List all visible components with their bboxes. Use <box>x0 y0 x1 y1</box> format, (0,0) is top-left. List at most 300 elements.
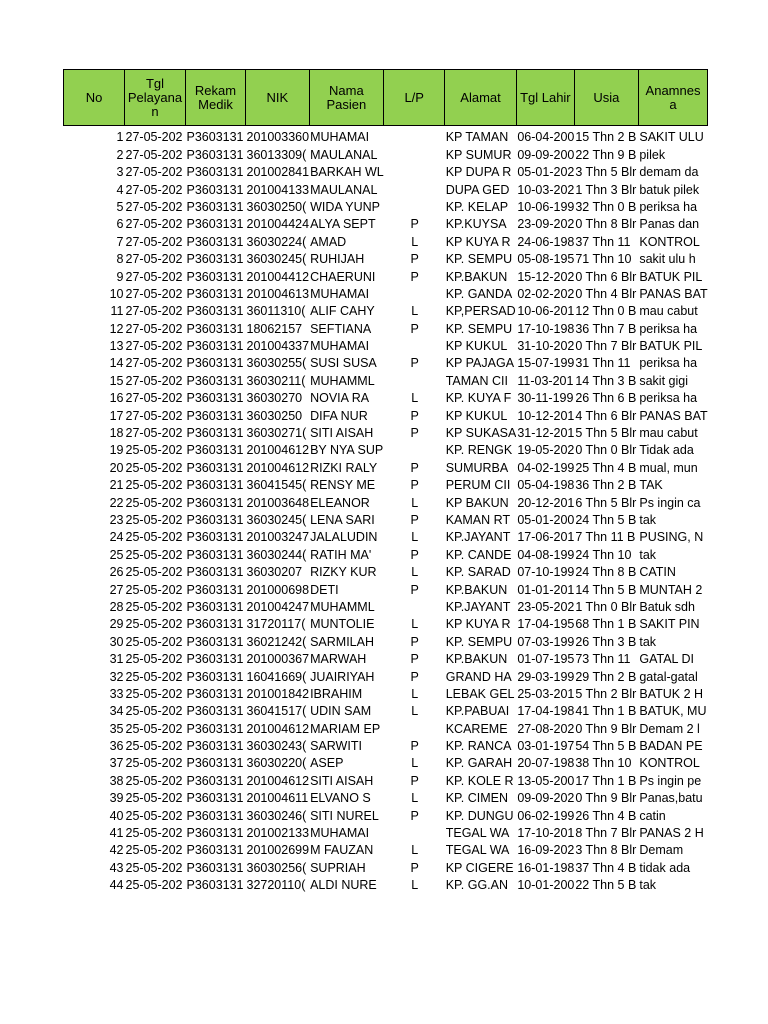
cell-tgl-pelayanan[interactable]: 27-05-202 <box>125 321 183 336</box>
cell-nik[interactable]: 201003360 <box>246 130 310 145</box>
cell-anamnesa[interactable]: BATUK 2 H <box>639 686 704 701</box>
cell-rekam-medik[interactable]: P3603131 <box>186 443 244 458</box>
cell-nama-pasien[interactable]: MUHAMML <box>310 599 375 614</box>
cell-lp[interactable]: P <box>410 773 419 788</box>
cell-no[interactable]: 41 <box>109 826 124 841</box>
cell-lp[interactable]: L <box>411 565 419 580</box>
cell-lp[interactable]: P <box>410 582 419 597</box>
cell-anamnesa[interactable]: periksa ha <box>639 391 698 406</box>
cell-rekam-medik[interactable]: P3603131 <box>186 739 244 754</box>
cell-alamat[interactable]: KP TAMAN <box>445 130 509 145</box>
cell-rekam-medik[interactable]: P3603131 <box>186 286 244 301</box>
cell-no[interactable]: 6 <box>116 217 124 232</box>
cell-alamat[interactable]: KP.JAYANT <box>445 599 511 614</box>
cell-alamat[interactable]: KP. SEMPU <box>445 252 513 267</box>
cell-alamat[interactable]: KP. CANDE <box>445 547 512 562</box>
cell-tgl-pelayanan[interactable]: 25-05-202 <box>125 652 183 667</box>
cell-no[interactable]: 35 <box>109 721 124 736</box>
cell-nik[interactable]: 36041545( <box>246 478 307 493</box>
cell-alamat[interactable]: KP,PERSAD <box>445 304 516 319</box>
cell-tgl-pelayanan[interactable]: 27-05-202 <box>125 356 183 371</box>
cell-tgl-pelayanan[interactable]: 25-05-202 <box>125 843 183 858</box>
cell-tgl-pelayanan[interactable]: 27-05-202 <box>125 182 183 197</box>
cell-tgl-lahir[interactable]: 13-05-200 <box>517 773 575 788</box>
cell-nama-pasien[interactable]: SUSI SUSA <box>310 356 377 371</box>
cell-tgl-lahir[interactable]: 19-05-202 <box>517 443 575 458</box>
cell-nama-pasien[interactable]: MUNTOLIE <box>310 617 375 632</box>
cell-anamnesa[interactable]: KONTROL <box>639 234 700 249</box>
cell-alamat[interactable]: TEGAL WA <box>445 826 510 841</box>
cell-nik[interactable]: 201004247 <box>246 599 310 614</box>
cell-usia[interactable]: 1 Thn 0 Blr <box>575 599 637 614</box>
cell-no[interactable]: 38 <box>109 773 124 788</box>
cell-lp[interactable]: P <box>410 669 419 684</box>
cell-tgl-pelayanan[interactable]: 27-05-202 <box>125 426 183 441</box>
cell-anamnesa[interactable]: gatal-gatal <box>639 669 698 684</box>
cell-tgl-pelayanan[interactable]: 25-05-202 <box>125 808 183 823</box>
cell-nik[interactable]: 36030220( <box>246 756 307 771</box>
cell-alamat[interactable]: KP PAJAGA <box>445 356 515 371</box>
cell-alamat[interactable]: KP. GG.AN <box>445 878 509 893</box>
cell-no[interactable]: 26 <box>109 565 124 580</box>
cell-alamat[interactable]: KP. RENGK <box>445 443 513 458</box>
cell-nama-pasien[interactable]: MUHAMAI <box>310 286 370 301</box>
cell-usia[interactable]: 41 Thn 1 B <box>575 704 637 719</box>
cell-tgl-pelayanan[interactable]: 25-05-202 <box>125 599 183 614</box>
cell-rekam-medik[interactable]: P3603131 <box>186 565 244 580</box>
cell-tgl-pelayanan[interactable]: 25-05-202 <box>125 582 183 597</box>
cell-nik[interactable]: 36030244( <box>246 547 307 562</box>
cell-rekam-medik[interactable]: P3603131 <box>186 582 244 597</box>
cell-nik[interactable]: 201004133 <box>246 182 310 197</box>
cell-lp[interactable] <box>384 825 445 842</box>
cell-anamnesa[interactable]: MUNTAH 2 <box>639 582 703 597</box>
cell-rekam-medik[interactable]: P3603131 <box>186 304 244 319</box>
cell-usia[interactable]: 68 Thn 1 B <box>575 617 637 632</box>
cell-alamat[interactable]: KP. SEMPU <box>445 321 513 336</box>
cell-rekam-medik[interactable]: P3603131 <box>186 512 244 527</box>
cell-anamnesa[interactable]: Ps ingin pe <box>639 773 702 788</box>
cell-nik[interactable]: 201004611 <box>246 791 309 806</box>
cell-alamat[interactable]: KP. RANCA <box>445 739 512 754</box>
cell-nik[interactable]: 201004612 <box>246 460 310 475</box>
cell-tgl-pelayanan[interactable]: 25-05-202 <box>125 704 183 719</box>
cell-nik[interactable]: 36030243( <box>246 739 307 754</box>
cell-lp[interactable]: P <box>410 808 419 823</box>
cell-tgl-lahir[interactable]: 17-06-201 <box>517 530 575 545</box>
cell-lp[interactable] <box>384 199 445 216</box>
cell-nik[interactable]: 201004424 <box>246 217 310 232</box>
cell-anamnesa[interactable]: BATUK, MU <box>639 704 707 719</box>
cell-usia[interactable]: 5 Thn 2 Blr <box>575 686 637 701</box>
cell-anamnesa[interactable]: Demam <box>639 843 684 858</box>
cell-nik[interactable]: 36011310( <box>246 304 306 319</box>
cell-nik[interactable]: 201004613 <box>246 286 310 301</box>
cell-alamat[interactable]: KP.BAKUN <box>445 582 508 597</box>
cell-nama-pasien[interactable]: MUHAMAI <box>310 339 370 354</box>
cell-nama-pasien[interactable]: MARWAH <box>310 652 367 667</box>
cell-alamat[interactable]: KP. GARAH <box>445 756 513 771</box>
cell-lp[interactable]: P <box>410 739 419 754</box>
cell-lp[interactable]: P <box>410 652 419 667</box>
cell-tgl-lahir[interactable]: 15-07-199 <box>517 356 575 371</box>
cell-rekam-medik[interactable]: P3603131 <box>186 460 244 475</box>
cell-tgl-pelayanan[interactable]: 27-05-202 <box>125 234 183 249</box>
cell-usia[interactable]: 31 Thn 11 <box>575 356 631 371</box>
cell-nama-pasien[interactable]: LENA SARI <box>310 512 375 527</box>
cell-lp[interactable]: P <box>410 547 419 562</box>
cell-tgl-lahir[interactable]: 10-06-199 <box>517 199 575 214</box>
cell-lp[interactable] <box>384 599 445 616</box>
cell-rekam-medik[interactable]: P3603131 <box>186 843 244 858</box>
cell-tgl-lahir[interactable]: 07-10-199 <box>517 565 575 580</box>
cell-nik[interactable]: 201004612 <box>246 443 310 458</box>
cell-usia[interactable]: 32 Thn 0 B <box>575 199 637 214</box>
cell-tgl-pelayanan[interactable]: 27-05-202 <box>125 304 183 319</box>
cell-no[interactable]: 9 <box>116 269 124 284</box>
cell-no[interactable]: 21 <box>109 478 124 493</box>
cell-rekam-medik[interactable]: P3603131 <box>186 130 244 145</box>
cell-usia[interactable]: 24 Thn 8 B <box>575 565 637 580</box>
cell-nik[interactable]: 36030270 <box>246 391 303 406</box>
cell-rekam-medik[interactable]: P3603131 <box>186 252 244 267</box>
cell-lp[interactable]: P <box>410 634 419 649</box>
cell-tgl-lahir[interactable]: 06-04-200 <box>517 130 575 145</box>
cell-no[interactable]: 42 <box>109 843 124 858</box>
cell-no[interactable]: 18 <box>109 426 124 441</box>
cell-no[interactable]: 30 <box>109 634 124 649</box>
cell-nik[interactable]: 36030207 <box>246 565 303 580</box>
cell-rekam-medik[interactable]: P3603131 <box>186 217 244 232</box>
cell-no[interactable]: 1 <box>116 130 124 145</box>
cell-nama-pasien[interactable]: ASEP <box>310 756 344 771</box>
cell-nik[interactable]: 32720110( <box>246 878 306 893</box>
cell-rekam-medik[interactable]: P3603131 <box>186 652 244 667</box>
cell-anamnesa[interactable]: catin <box>639 808 666 823</box>
cell-tgl-lahir[interactable]: 31-10-202 <box>517 339 575 354</box>
cell-nama-pasien[interactable]: RATIH MA' <box>310 547 372 562</box>
cell-tgl-pelayanan[interactable]: 27-05-202 <box>125 217 183 232</box>
cell-anamnesa[interactable]: tak <box>639 512 657 527</box>
cell-rekam-medik[interactable]: P3603131 <box>186 182 244 197</box>
cell-anamnesa[interactable]: SAKIT ULU <box>639 130 704 145</box>
cell-lp[interactable]: P <box>410 356 419 371</box>
cell-rekam-medik[interactable]: P3603131 <box>186 773 244 788</box>
cell-usia[interactable]: 26 Thn 6 B <box>575 391 637 406</box>
cell-no[interactable]: 14 <box>109 356 124 371</box>
cell-tgl-lahir[interactable]: 01-01-201 <box>517 582 575 597</box>
cell-nama-pasien[interactable]: BY NYA SUP <box>310 443 384 458</box>
cell-rekam-medik[interactable]: P3603131 <box>186 617 244 632</box>
cell-no[interactable]: 2 <box>116 147 124 162</box>
cell-nik[interactable]: 36030245( <box>246 252 307 267</box>
cell-tgl-pelayanan[interactable]: 25-05-202 <box>125 478 183 493</box>
cell-usia[interactable]: 15 Thn 2 B <box>575 130 637 145</box>
cell-no[interactable]: 25 <box>109 547 124 562</box>
cell-usia[interactable]: 8 Thn 7 Blr <box>575 826 637 841</box>
cell-anamnesa[interactable]: TAK <box>639 478 663 493</box>
cell-anamnesa[interactable]: KONTROL <box>639 756 700 771</box>
cell-tgl-lahir[interactable]: 09-09-200 <box>517 147 575 162</box>
cell-no[interactable]: 31 <box>109 652 124 667</box>
cell-anamnesa[interactable]: batuk pilek <box>639 182 700 197</box>
cell-tgl-lahir[interactable]: 20-07-198 <box>517 756 575 771</box>
cell-usia[interactable]: 0 Thn 0 Blr <box>575 443 637 458</box>
cell-tgl-lahir[interactable]: 05-01-202 <box>517 165 575 180</box>
cell-tgl-pelayanan[interactable]: 27-05-202 <box>125 130 183 145</box>
cell-tgl-lahir[interactable]: 15-12-202 <box>517 269 575 284</box>
cell-usia[interactable]: 0 Thn 9 Blr <box>575 721 637 736</box>
cell-anamnesa[interactable]: pilek <box>639 147 666 162</box>
cell-no[interactable]: 20 <box>109 460 124 475</box>
cell-no[interactable]: 12 <box>109 321 124 336</box>
cell-nik[interactable]: 201002841 <box>246 165 310 180</box>
cell-no[interactable]: 28 <box>109 599 124 614</box>
cell-no[interactable]: 34 <box>109 704 124 719</box>
cell-no[interactable]: 15 <box>109 373 124 388</box>
cell-tgl-pelayanan[interactable]: 25-05-202 <box>125 721 183 736</box>
cell-nik[interactable]: 201000367 <box>246 652 310 667</box>
cell-usia[interactable]: 22 Thn 5 B <box>575 878 637 893</box>
cell-alamat[interactable]: SUMURBA <box>445 460 509 475</box>
cell-tgl-pelayanan[interactable]: 25-05-202 <box>125 739 183 754</box>
cell-anamnesa[interactable]: PANAS 2 H <box>639 826 704 841</box>
cell-tgl-lahir[interactable]: 10-03-202 <box>517 182 575 197</box>
header-nik[interactable]: NIK <box>246 70 310 126</box>
cell-nik[interactable]: 36030211( <box>246 373 306 388</box>
cell-nama-pasien[interactable]: ELVANO S <box>310 791 371 806</box>
cell-lp[interactable] <box>384 372 445 389</box>
cell-no[interactable]: 22 <box>109 495 124 510</box>
cell-no[interactable]: 23 <box>109 512 124 527</box>
cell-nik[interactable]: 36030246( <box>246 808 307 823</box>
cell-usia[interactable]: 1 Thn 3 Blr <box>575 182 637 197</box>
cell-nik[interactable]: 36041517( <box>246 704 307 719</box>
cell-usia[interactable]: 0 Thn 8 Blr <box>575 217 637 232</box>
cell-no[interactable]: 11 <box>110 304 124 319</box>
cell-no[interactable]: 32 <box>109 669 124 684</box>
cell-nik[interactable]: 36030250( <box>246 199 307 214</box>
cell-alamat[interactable]: KP DUPA R <box>445 165 512 180</box>
cell-usia[interactable]: 36 Thn 7 B <box>575 321 637 336</box>
cell-tgl-pelayanan[interactable]: 25-05-202 <box>125 878 183 893</box>
cell-nama-pasien[interactable]: RENSY ME <box>310 478 376 493</box>
cell-nama-pasien[interactable]: NOVIA RA <box>310 391 370 406</box>
cell-tgl-pelayanan[interactable]: 25-05-202 <box>125 773 183 788</box>
cell-rekam-medik[interactable]: P3603131 <box>186 826 244 841</box>
cell-alamat[interactable]: DUPA GED <box>445 182 510 197</box>
cell-nik[interactable]: 36030255( <box>246 356 307 371</box>
cell-alamat[interactable]: KP KUYA R <box>445 234 511 249</box>
cell-nama-pasien[interactable]: CHAERUNI <box>310 269 376 284</box>
cell-alamat[interactable]: KP. CIMEN <box>445 791 509 806</box>
cell-tgl-pelayanan[interactable]: 25-05-202 <box>125 756 183 771</box>
cell-tgl-lahir[interactable]: 03-01-197 <box>517 739 575 754</box>
cell-rekam-medik[interactable]: P3603131 <box>186 147 244 162</box>
cell-no[interactable]: 27 <box>109 582 124 597</box>
cell-no[interactable]: 39 <box>109 791 124 806</box>
cell-rekam-medik[interactable]: P3603131 <box>186 634 244 649</box>
cell-no[interactable]: 8 <box>116 252 124 267</box>
cell-alamat[interactable]: TAMAN CII <box>445 373 508 388</box>
cell-lp[interactable]: P <box>410 478 419 493</box>
cell-tgl-pelayanan[interactable]: 25-05-202 <box>125 495 183 510</box>
cell-nama-pasien[interactable]: MUHAMAI <box>310 826 370 841</box>
cell-rekam-medik[interactable]: P3603131 <box>186 199 244 214</box>
cell-lp[interactable]: P <box>410 252 419 267</box>
cell-tgl-lahir[interactable]: 05-04-198 <box>517 478 575 493</box>
cell-usia[interactable]: 7 Thn 11 B <box>575 530 636 545</box>
cell-tgl-pelayanan[interactable]: 27-05-202 <box>125 286 183 301</box>
cell-lp[interactable]: L <box>411 234 419 249</box>
cell-lp[interactable] <box>384 720 445 737</box>
cell-nik[interactable]: 36030224( <box>246 234 307 249</box>
cell-no[interactable]: 13 <box>109 339 124 354</box>
cell-lp[interactable]: L <box>411 495 419 510</box>
cell-nama-pasien[interactable]: ALIF CAHY <box>310 304 375 319</box>
cell-nama-pasien[interactable]: SITI AISAH <box>310 426 374 441</box>
cell-nik[interactable]: 36013309( <box>246 147 307 162</box>
cell-rekam-medik[interactable]: P3603131 <box>186 721 244 736</box>
cell-rekam-medik[interactable]: P3603131 <box>186 808 244 823</box>
cell-lp[interactable]: L <box>411 756 419 771</box>
cell-no[interactable]: 44 <box>109 878 124 893</box>
cell-nama-pasien[interactable]: MUHAMAI <box>310 130 370 145</box>
cell-lp[interactable] <box>384 442 445 459</box>
cell-anamnesa[interactable]: BADAN PE <box>639 739 703 754</box>
cell-lp[interactable]: L <box>411 878 419 893</box>
cell-anamnesa[interactable]: BATUK PIL <box>639 339 703 354</box>
cell-lp[interactable]: P <box>410 512 419 527</box>
header-rekam-medik[interactable]: Rekam Medik <box>186 70 246 126</box>
cell-nama-pasien[interactable]: RIZKI RALY <box>310 460 378 475</box>
cell-lp[interactable]: P <box>410 217 419 232</box>
cell-usia[interactable]: 29 Thn 2 B <box>575 669 637 684</box>
cell-nama-pasien[interactable]: WIDA YUNP <box>310 199 380 214</box>
cell-alamat[interactable]: KP.KUYSA <box>445 217 507 232</box>
cell-nama-pasien[interactable]: MUHAMML <box>310 373 375 388</box>
cell-alamat[interactable]: KP.BAKUN <box>445 652 508 667</box>
cell-nik[interactable]: 201004612 <box>246 721 310 736</box>
cell-nama-pasien[interactable]: DIFA NUR <box>310 408 368 423</box>
cell-anamnesa[interactable]: PANAS BAT <box>639 408 708 423</box>
cell-lp[interactable]: P <box>410 408 419 423</box>
cell-tgl-lahir[interactable]: 05-08-195 <box>517 252 575 267</box>
cell-tgl-lahir[interactable]: 17-10-198 <box>517 321 575 336</box>
cell-usia[interactable]: 54 Thn 5 B <box>575 739 637 754</box>
cell-tgl-lahir[interactable]: 23-05-202 <box>517 599 575 614</box>
cell-tgl-lahir[interactable]: 10-01-200 <box>517 878 575 893</box>
cell-anamnesa[interactable]: mau cabut <box>639 304 698 319</box>
cell-alamat[interactable]: KP. SEMPU <box>445 634 513 649</box>
cell-rekam-medik[interactable]: P3603131 <box>186 356 244 371</box>
header-anamnesa[interactable]: Anamnes a <box>638 70 707 126</box>
cell-lp[interactable]: L <box>411 530 419 545</box>
cell-usia[interactable]: 4 Thn 6 Blr <box>575 408 637 423</box>
cell-anamnesa[interactable]: Tidak ada <box>639 443 694 458</box>
cell-anamnesa[interactable]: sakit gigi <box>639 373 688 388</box>
cell-tgl-lahir[interactable]: 01-07-195 <box>517 652 575 667</box>
cell-anamnesa[interactable]: CATIN <box>639 565 676 580</box>
cell-no[interactable]: 5 <box>116 199 124 214</box>
cell-usia[interactable]: 38 Thn 10 <box>575 756 632 771</box>
cell-rekam-medik[interactable]: P3603131 <box>186 530 244 545</box>
cell-tgl-pelayanan[interactable]: 27-05-202 <box>125 408 183 423</box>
cell-rekam-medik[interactable]: P3603131 <box>186 234 244 249</box>
header-alamat[interactable]: Alamat <box>445 70 517 126</box>
cell-anamnesa[interactable]: periksa ha <box>639 356 698 371</box>
cell-usia[interactable]: 36 Thn 2 B <box>575 478 637 493</box>
cell-anamnesa[interactable]: tak <box>639 878 657 893</box>
cell-tgl-pelayanan[interactable]: 25-05-202 <box>125 530 183 545</box>
header-usia[interactable]: Usia <box>574 70 638 126</box>
cell-anamnesa[interactable]: tidak ada <box>639 860 691 875</box>
cell-tgl-pelayanan[interactable]: 27-05-202 <box>125 165 183 180</box>
cell-anamnesa[interactable]: GATAL DI <box>639 652 694 667</box>
cell-tgl-lahir[interactable]: 29-03-199 <box>517 669 575 684</box>
header-lp[interactable]: L/P <box>384 70 445 126</box>
cell-alamat[interactable]: KP CIGERE <box>445 860 514 875</box>
cell-nama-pasien[interactable]: ALDI NURE <box>310 878 377 893</box>
cell-alamat[interactable]: LEBAK GEL <box>445 686 515 701</box>
cell-tgl-pelayanan[interactable]: 25-05-202 <box>125 669 183 684</box>
cell-usia[interactable]: 0 Thn 4 Blr <box>575 286 637 301</box>
cell-nama-pasien[interactable]: RIZKY KUR <box>310 565 377 580</box>
cell-lp[interactable]: P <box>410 269 419 284</box>
cell-anamnesa[interactable]: PANAS BAT <box>639 286 708 301</box>
cell-alamat[interactable]: KP.JAYANT <box>445 530 511 545</box>
cell-lp[interactable]: L <box>411 391 419 406</box>
cell-anamnesa[interactable]: demam da <box>639 165 699 180</box>
cell-lp[interactable]: L <box>411 791 419 806</box>
cell-no[interactable]: 7 <box>116 234 124 249</box>
cell-tgl-pelayanan[interactable]: 25-05-202 <box>125 860 183 875</box>
cell-usia[interactable]: 6 Thn 5 Blr <box>575 495 637 510</box>
cell-rekam-medik[interactable]: P3603131 <box>186 756 244 771</box>
cell-tgl-pelayanan[interactable]: 27-05-202 <box>125 252 183 267</box>
cell-usia[interactable]: 0 Thn 6 Blr <box>575 269 637 284</box>
cell-rekam-medik[interactable]: P3603131 <box>186 339 244 354</box>
cell-usia[interactable]: 26 Thn 4 B <box>575 808 637 823</box>
cell-anamnesa[interactable]: Panas,batu <box>639 791 703 806</box>
cell-nama-pasien[interactable]: AMAD <box>310 234 347 249</box>
cell-nama-pasien[interactable]: SUPRIAH <box>310 860 366 875</box>
cell-nama-pasien[interactable]: RUHIJAH <box>310 252 365 267</box>
cell-rekam-medik[interactable]: P3603131 <box>186 599 244 614</box>
cell-nik[interactable]: 201003247 <box>246 530 310 545</box>
cell-tgl-pelayanan[interactable]: 25-05-202 <box>125 565 183 580</box>
cell-lp[interactable]: P <box>410 426 419 441</box>
cell-alamat[interactable]: KAMAN RT <box>445 512 511 527</box>
cell-nik[interactable]: 36030245( <box>246 512 307 527</box>
cell-alamat[interactable]: KP SUMUR <box>445 147 512 162</box>
cell-no[interactable]: 16 <box>109 391 124 406</box>
cell-tgl-pelayanan[interactable]: 25-05-202 <box>125 460 183 475</box>
cell-alamat[interactable]: KP KUYA R <box>445 617 511 632</box>
cell-usia[interactable]: 0 Thn 9 Blr <box>575 791 637 806</box>
cell-tgl-lahir[interactable]: 31-12-201 <box>517 426 575 441</box>
cell-nik[interactable]: 36030250 <box>246 408 303 423</box>
cell-tgl-lahir[interactable]: 07-03-199 <box>517 634 575 649</box>
cell-no[interactable]: 3 <box>116 165 124 180</box>
cell-rekam-medik[interactable]: P3603131 <box>186 165 244 180</box>
cell-anamnesa[interactable]: SAKIT PIN <box>639 617 700 632</box>
cell-anamnesa[interactable]: Demam 2 l <box>639 721 700 736</box>
cell-alamat[interactable]: KP. KOLE R <box>445 773 514 788</box>
cell-tgl-lahir[interactable]: 05-01-200 <box>517 512 575 527</box>
cell-tgl-lahir[interactable]: 17-04-198 <box>517 704 575 719</box>
cell-tgl-lahir[interactable]: 09-09-202 <box>517 791 575 806</box>
